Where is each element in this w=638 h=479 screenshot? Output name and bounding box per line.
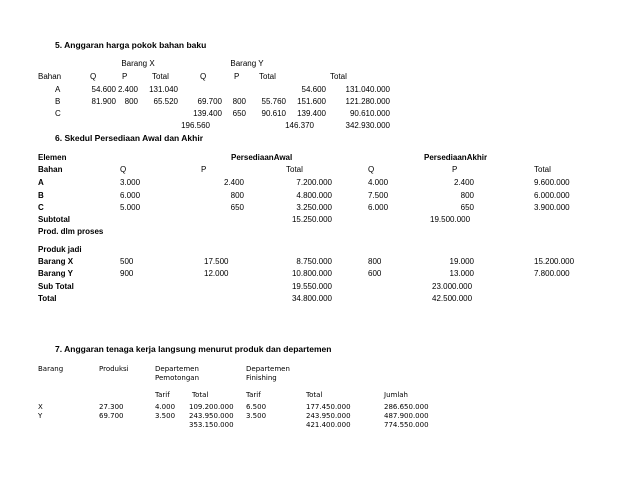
s6-cell: 17.500 (204, 257, 229, 266)
s6-header-bahan: Bahan (38, 165, 63, 174)
s6-cell: 15.200.000 (534, 257, 575, 266)
s6-cell: 7.500 (368, 191, 389, 200)
s7-cell: 243.950.000 (306, 412, 351, 420)
s6-cell: 12.000 (204, 269, 229, 278)
s7-dept-pemotongan-line1: Departemen (155, 365, 199, 373)
s6-subtotal-awal: 15.250.000 (291, 215, 332, 224)
s5-cell: 800 (232, 97, 246, 106)
s6-subtotal-label: Subtotal (38, 215, 70, 224)
s7-cell: 243.950.000 (189, 412, 234, 420)
s5-cell: 800 (124, 97, 138, 106)
s5-cell: 54.600 (91, 85, 116, 94)
s7-col-barang: Barang (38, 365, 64, 373)
s6-header-total: Total (534, 165, 551, 174)
s5-cell: 55.760 (261, 97, 286, 106)
s6-col-persediaan-awal: PersediaanAwal (231, 153, 293, 162)
section-5-heading: 5. Anggaran harga pokok bahan baku (55, 40, 207, 50)
s7-dept-finishing-line2: Finishing (246, 374, 277, 382)
s6-cell: 2.400 (223, 178, 244, 187)
group-barang-y: Barang Y (230, 59, 264, 68)
s6-header-p: P (201, 165, 207, 174)
s5-cell: 69.700 (197, 97, 222, 106)
s6-cell: 9.600.000 (534, 178, 570, 187)
s6-cell: 650 (460, 203, 474, 212)
s6-row-label: B (38, 191, 44, 200)
s6-total-awal: 34.800.000 (291, 294, 332, 303)
s5-cell: 90.610 (261, 109, 286, 118)
s6-row-label: Barang Y (38, 269, 73, 278)
s7-header-jumlah: Jumlah (384, 391, 408, 399)
s6-cell: 800 (368, 257, 382, 266)
s5-header-total: Total (152, 72, 169, 81)
s5-header-p: P (122, 72, 128, 81)
s6-prod-proses-label: Prod. dlm proses (38, 227, 104, 236)
s5-grand-total: 342.930.000 (345, 121, 390, 130)
s6-sub-total-akhir: 23.000.000 (432, 282, 473, 291)
group-barang-x: Barang X (121, 59, 155, 68)
s7-cell: 3.500 (155, 412, 176, 420)
s5-header-total: Total (259, 72, 276, 81)
s6-cell: 4.800.000 (296, 191, 332, 200)
s7-col-produksi: Produksi (99, 365, 129, 373)
s6-cell: 4.000 (368, 178, 389, 187)
s5-header-q: Q (200, 72, 207, 81)
s6-header-q: Q (368, 165, 375, 174)
s7-cell: 6.500 (246, 403, 267, 411)
s6-cell: 7.800.000 (534, 269, 570, 278)
s7-cell: 487.900.000 (384, 412, 429, 420)
s5-cell: 121.280.000 (345, 97, 390, 106)
s5-cell: 81.900 (91, 97, 116, 106)
s7-header-total: Total (192, 391, 209, 399)
s7-row-barang: X (38, 403, 43, 411)
s6-cell: 6.000.000 (534, 191, 570, 200)
s7-cell: 4.000 (155, 403, 176, 411)
s6-cell: 3.900.000 (534, 203, 570, 212)
s7-cell: 27.300 (99, 403, 124, 411)
s5-cell: 131.040.000 (345, 85, 390, 94)
s7-header-tarif: Tarif (246, 391, 261, 399)
s6-total-akhir: 42.500.000 (432, 294, 473, 303)
s5-cell: 650 (232, 109, 246, 118)
s6-header-p: P (452, 165, 458, 174)
s6-produk-jadi-label: Produk jadi (38, 245, 82, 254)
s5-cell: 65.520 (153, 97, 178, 106)
s6-cell: 800 (230, 191, 244, 200)
s7-cell: 109.200.000 (189, 403, 234, 411)
s6-cell: 650 (230, 203, 244, 212)
s7-cell: 286.650.000 (384, 403, 429, 411)
s6-cell: 13.000 (449, 269, 474, 278)
s5-header-bahan: Bahan (38, 72, 62, 81)
s6-header-total: Total (286, 165, 303, 174)
s7-header-total: Total (306, 391, 323, 399)
s6-cell: 600 (368, 269, 382, 278)
s5-cell: 54.600 (301, 85, 326, 94)
s6-cell: 800 (460, 191, 474, 200)
s7-dept-finishing-line1: Departemen (246, 365, 290, 373)
s5-header-p: P (234, 72, 240, 81)
s6-row-label: A (38, 178, 44, 187)
s6-cell: 5.000 (120, 203, 141, 212)
s7-total-finishing: 421.400.000 (306, 421, 351, 429)
s6-row-label: C (38, 203, 44, 212)
s6-cell: 10.800.000 (291, 269, 332, 278)
s5-cell: 139.400 (193, 109, 222, 118)
s6-total-label: Total (38, 294, 57, 303)
s5-cell: 90.610.000 (349, 109, 390, 118)
s6-header-q: Q (120, 165, 127, 174)
s7-cell: 3.500 (246, 412, 267, 420)
s7-row-barang: Y (38, 412, 43, 420)
s5-total-barang-y: 146.370 (285, 121, 314, 130)
s5-header-total: Total (330, 72, 347, 81)
s7-header-tarif: Tarif (155, 391, 170, 399)
s6-col-elemen: Elemen (38, 153, 67, 162)
s6-cell: 2.400 (453, 178, 474, 187)
s7-total-pemotongan: 353.150.000 (189, 421, 234, 429)
section-6-heading: 6. Skedul Persediaan Awal dan Akhir (55, 133, 204, 143)
s6-sub-total-awal: 19.550.000 (291, 282, 332, 291)
s6-cell: 7.200.000 (296, 178, 332, 187)
s5-header-q: Q (90, 72, 97, 81)
s6-cell: 6.000 (368, 203, 389, 212)
s6-cell: 500 (120, 257, 134, 266)
s5-cell: 2.400 (117, 85, 138, 94)
s7-cell: 69.700 (99, 412, 124, 420)
s7-dept-pemotongan-line2: Pemotongan (155, 374, 200, 382)
s6-cell: 900 (120, 269, 134, 278)
s5-cell: 139.400 (297, 109, 326, 118)
s7-total-jumlah: 774.550.000 (384, 421, 429, 429)
s6-subtotal-akhir: 19.500.000 (430, 215, 471, 224)
s6-cell: 8.750.000 (296, 257, 332, 266)
s5-cell: 131.040 (149, 85, 178, 94)
s5-cell: 151.600 (297, 97, 326, 106)
s7-cell: 177.450.000 (306, 403, 351, 411)
s5-total-barang-x: 196.560 (181, 121, 210, 130)
s5-row-bahan: A (55, 85, 61, 94)
s6-cell: 19.000 (449, 257, 474, 266)
s6-col-persediaan-akhir: PersediaanAkhir (424, 153, 488, 162)
s6-cell: 3.250.000 (296, 203, 332, 212)
section-7-heading: 7. Anggaran tenaga kerja langsung menurut produk dan departemen (55, 344, 332, 354)
s6-row-label: Barang X (38, 257, 74, 266)
s5-row-bahan: B (55, 97, 61, 106)
s6-cell: 6.000 (120, 191, 141, 200)
s5-row-bahan: C (55, 109, 61, 118)
s6-cell: 3.000 (120, 178, 141, 187)
s6-sub-total-label: Sub Total (38, 282, 74, 291)
